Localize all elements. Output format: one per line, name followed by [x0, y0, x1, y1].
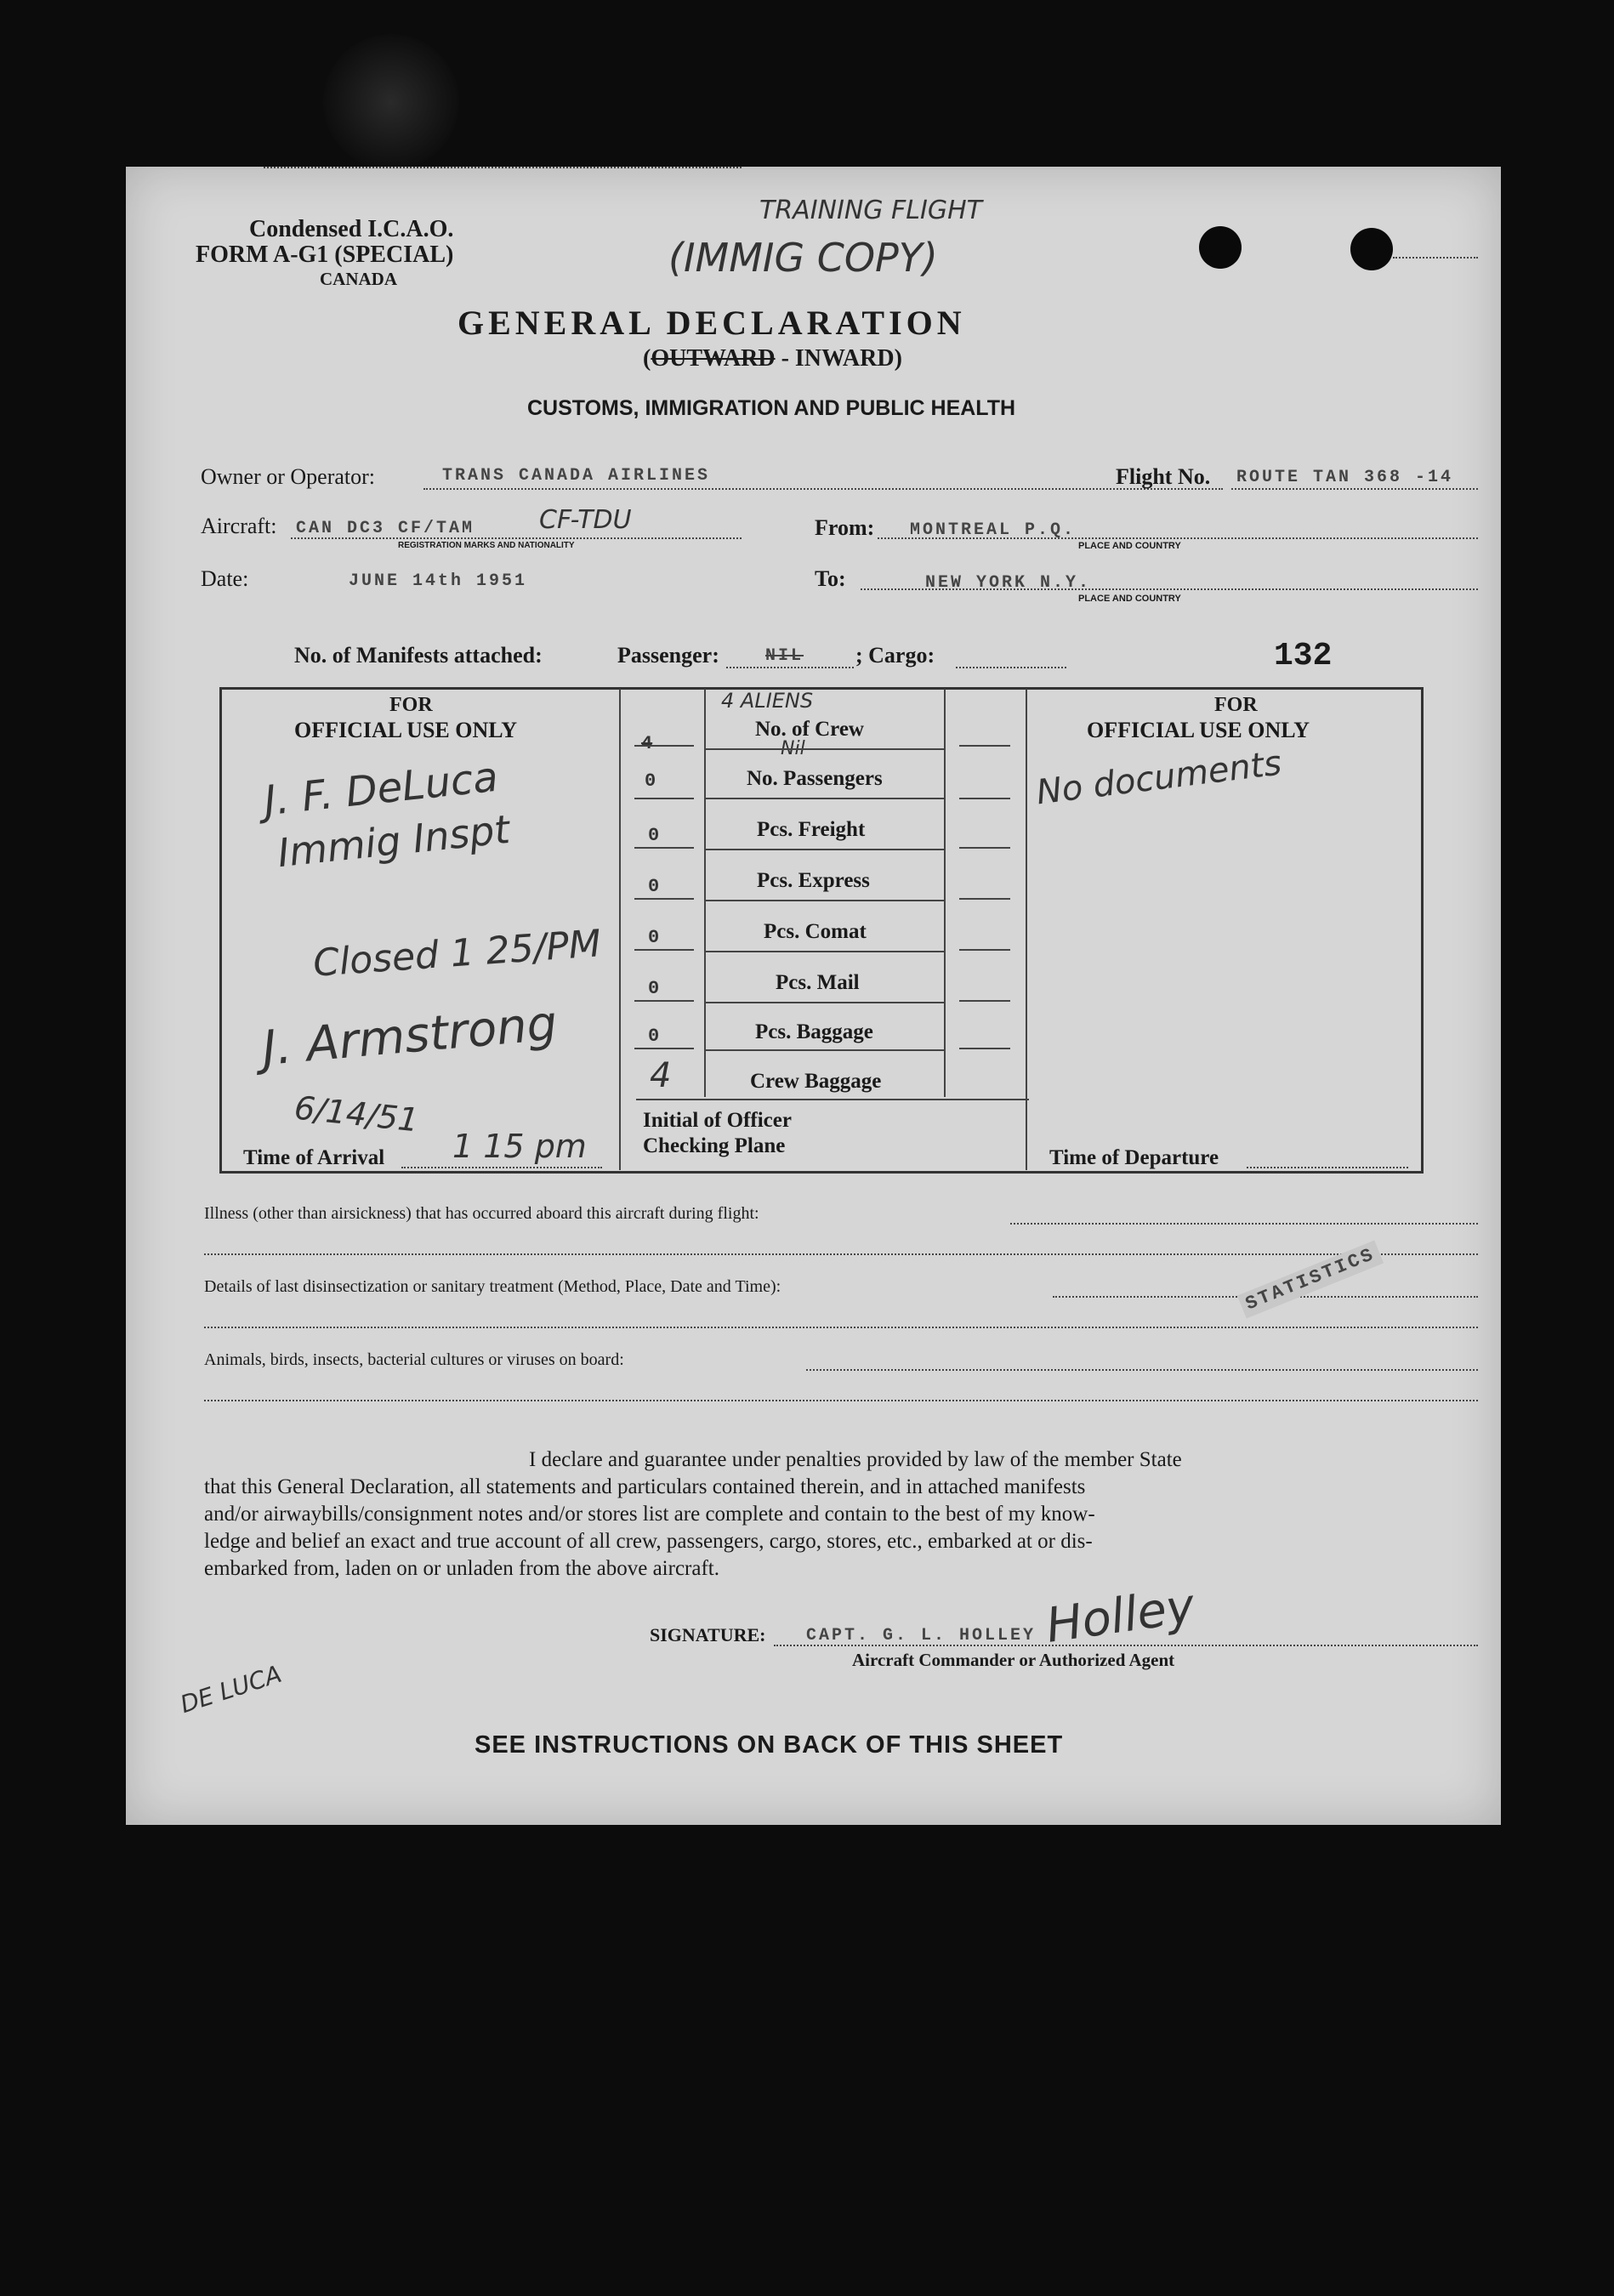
aircraft-handwritten: CF-TDU [539, 505, 632, 535]
count-line [634, 745, 694, 747]
disinsect-label: Details of last disinsectization or sanitary treatment (Method, Place, Date and Time): [204, 1277, 781, 1296]
cargo-line [956, 667, 1066, 668]
flight-value: ROUTE TAN 368 -14 [1236, 468, 1454, 487]
row-label: No. of Crew [755, 718, 864, 741]
row-line [704, 849, 944, 850]
row-count: 0 [645, 770, 656, 792]
signature-handwritten: Holley [1043, 1578, 1198, 1654]
animals-line-2 [204, 1400, 1478, 1401]
declaration-sheet [126, 167, 1501, 1825]
row-label: No. Passengers [747, 767, 883, 790]
from-label: From: [815, 515, 875, 540]
handwritten-inspector-role: Immig Inspt [275, 805, 512, 877]
form-line-3: CANADA [320, 269, 397, 289]
footer-instructions: SEE INSTRUCTIONS ON BACK OF THIS SHEET [475, 1731, 1064, 1759]
owner-value: TRANS CANADA AIRLINES [442, 466, 711, 486]
statistics-stamp: STATISTICS [1237, 1240, 1384, 1318]
animals-label: Animals, birds, insects, bacterial cultures or viruses on board: [204, 1350, 624, 1369]
handwritten-signature: J. Armstrong [259, 995, 560, 1077]
row-label: Pcs. Comat [764, 920, 867, 943]
table-divider [944, 689, 946, 1097]
row-line [704, 900, 944, 901]
row-label: Pcs. Freight [757, 818, 866, 841]
row-line [704, 951, 944, 952]
extra-line [959, 1048, 1010, 1049]
punch-hole [1350, 228, 1393, 270]
subtitle: CUSTOMS, IMMIGRATION AND PUBLIC HEALTH [527, 396, 1016, 420]
flight-label: Flight No. [1116, 464, 1211, 489]
extra-line [959, 798, 1010, 799]
illness-line [1010, 1223, 1478, 1225]
row-line [704, 1049, 944, 1051]
table-divider [704, 689, 706, 1097]
officer-line-1: Initial of Officer [643, 1109, 792, 1132]
punch-hole [1199, 226, 1242, 269]
nil-note: Nil [781, 738, 805, 759]
row-label: Pcs. Mail [776, 971, 860, 994]
row-count: 4 [650, 1056, 672, 1095]
officer-line-2: Checking Plane [643, 1134, 786, 1157]
scan-shadow [323, 34, 459, 170]
row-line [704, 1002, 944, 1003]
illness-label: Illness (other than airsickness) that has occurred aboard this aircraft during flight: [204, 1204, 759, 1223]
passenger-value: NIL [765, 646, 804, 666]
table-divider [619, 689, 621, 1170]
direction-line [643, 345, 902, 372]
declaration-line-2: that this General Declaration, all statements and particulars contained therein, and in attached manifests [204, 1475, 1086, 1498]
row-count: 0 [648, 825, 660, 846]
declaration-line-3: and/or airwaybills/consignment notes and/or stores list are complete and contain to the best of my know- [204, 1503, 1095, 1526]
from-value: MONTREAL P.Q. [910, 520, 1077, 540]
left-header-2: OFFICIAL USE ONLY [294, 718, 517, 742]
inward: - INWARD) [775, 345, 902, 372]
passenger-line [726, 667, 854, 668]
aliens-note: 4 ALIENS [721, 689, 814, 713]
from-caption: PLACE AND COUNTRY [1078, 541, 1181, 551]
extra-line [959, 745, 1010, 747]
handwritten-date: 6/14/51 [293, 1088, 421, 1139]
row-label: Crew Baggage [750, 1070, 882, 1093]
left-header-1: FOR [389, 694, 433, 716]
form-line-1: Condensed I.C.A.O. [249, 216, 454, 242]
row-label: Pcs. Express [757, 869, 870, 892]
row-count: 0 [648, 1026, 660, 1047]
extra-line [959, 898, 1010, 900]
row-label: Pcs. Baggage [755, 1020, 873, 1043]
to-caption: PLACE AND COUNTRY [1078, 594, 1181, 604]
signature-typed: CAPT. G. L. HOLLEY [806, 1626, 1037, 1645]
arrival-label: Time of Arrival [243, 1146, 385, 1169]
handwritten-training-flight: TRAINING FLIGHT [759, 196, 983, 225]
handwritten-arrival-time: 1 15 pm [452, 1128, 587, 1165]
count-line [634, 798, 694, 799]
extra-line [959, 1000, 1010, 1002]
form-line-2: FORM A-G1 (SPECIAL) [196, 242, 454, 268]
aircraft-typed: CAN DC3 CF/TAM [296, 519, 475, 538]
illness-line-2 [204, 1253, 1478, 1255]
open-paren: ( [643, 345, 651, 372]
count-line [634, 898, 694, 900]
right-header-1: FOR [1214, 694, 1258, 716]
signature-caption: Aircraft Commander or Authorized Agent [852, 1650, 1175, 1670]
extra-line [959, 949, 1010, 951]
right-header-2: OFFICIAL USE ONLY [1087, 718, 1310, 742]
page-title: GENERAL DECLARATION [457, 304, 966, 342]
declaration-line-1: I declare and guarantee under penalties provided by law of the member State [529, 1448, 1182, 1471]
aircraft-caption: REGISTRATION MARKS AND NATIONALITY [398, 541, 575, 550]
row-line [704, 798, 944, 799]
owner-label: Owner or Operator: [201, 464, 376, 489]
passenger-label: Passenger: [617, 643, 719, 668]
handwritten-no-documents: No documents [1034, 743, 1284, 813]
departure-label: Time of Departure [1049, 1146, 1219, 1169]
date-line [264, 167, 742, 168]
disinsect-line-2 [204, 1327, 1478, 1328]
owner-line [423, 488, 1223, 490]
to-label: To: [815, 566, 846, 591]
date-value: JUNE 14th 1951 [349, 571, 528, 591]
row-count: 0 [648, 927, 660, 948]
to-value: NEW YORK N.Y. [925, 573, 1092, 593]
manifests-label: No. of Manifests attached: [294, 643, 543, 668]
count-line [634, 1048, 694, 1049]
dotted-line [1393, 257, 1478, 259]
extra-line [959, 847, 1010, 849]
handwritten-inspector-name: J. F. DeLuca [261, 753, 501, 826]
row-line [636, 1099, 1029, 1100]
count-line [634, 1000, 694, 1002]
departure-line [1247, 1167, 1408, 1168]
declaration-line-4: ledge and belief an exact and true account of all crew, passengers, cargo, stores, etc., embarked at or dis- [204, 1530, 1093, 1553]
row-line [704, 748, 944, 750]
row-count: 0 [648, 876, 660, 897]
animals-line [806, 1369, 1478, 1371]
row-count: 4 [641, 733, 653, 754]
cargo-label: ; Cargo: [855, 643, 935, 668]
flight-line [1231, 488, 1478, 490]
count-line [634, 847, 694, 849]
outward-struck: OUTWARD [651, 345, 776, 372]
handwritten-closed: Closed 1 25/PM [311, 922, 603, 986]
manifest-number: 132 [1274, 638, 1333, 674]
date-label: Date: [201, 566, 249, 591]
aircraft-label: Aircraft: [201, 514, 277, 538]
declaration-line-5: embarked from, laden on or unladen from the above aircraft. [204, 1557, 719, 1580]
row-count: 0 [648, 978, 660, 999]
signature-label: SIGNATURE: [650, 1624, 766, 1645]
handwritten-immig-copy: (IMMIG COPY) [668, 235, 938, 281]
arrival-line [401, 1167, 602, 1168]
margin-note: DE LUCA [176, 1659, 286, 1719]
count-line [634, 949, 694, 951]
